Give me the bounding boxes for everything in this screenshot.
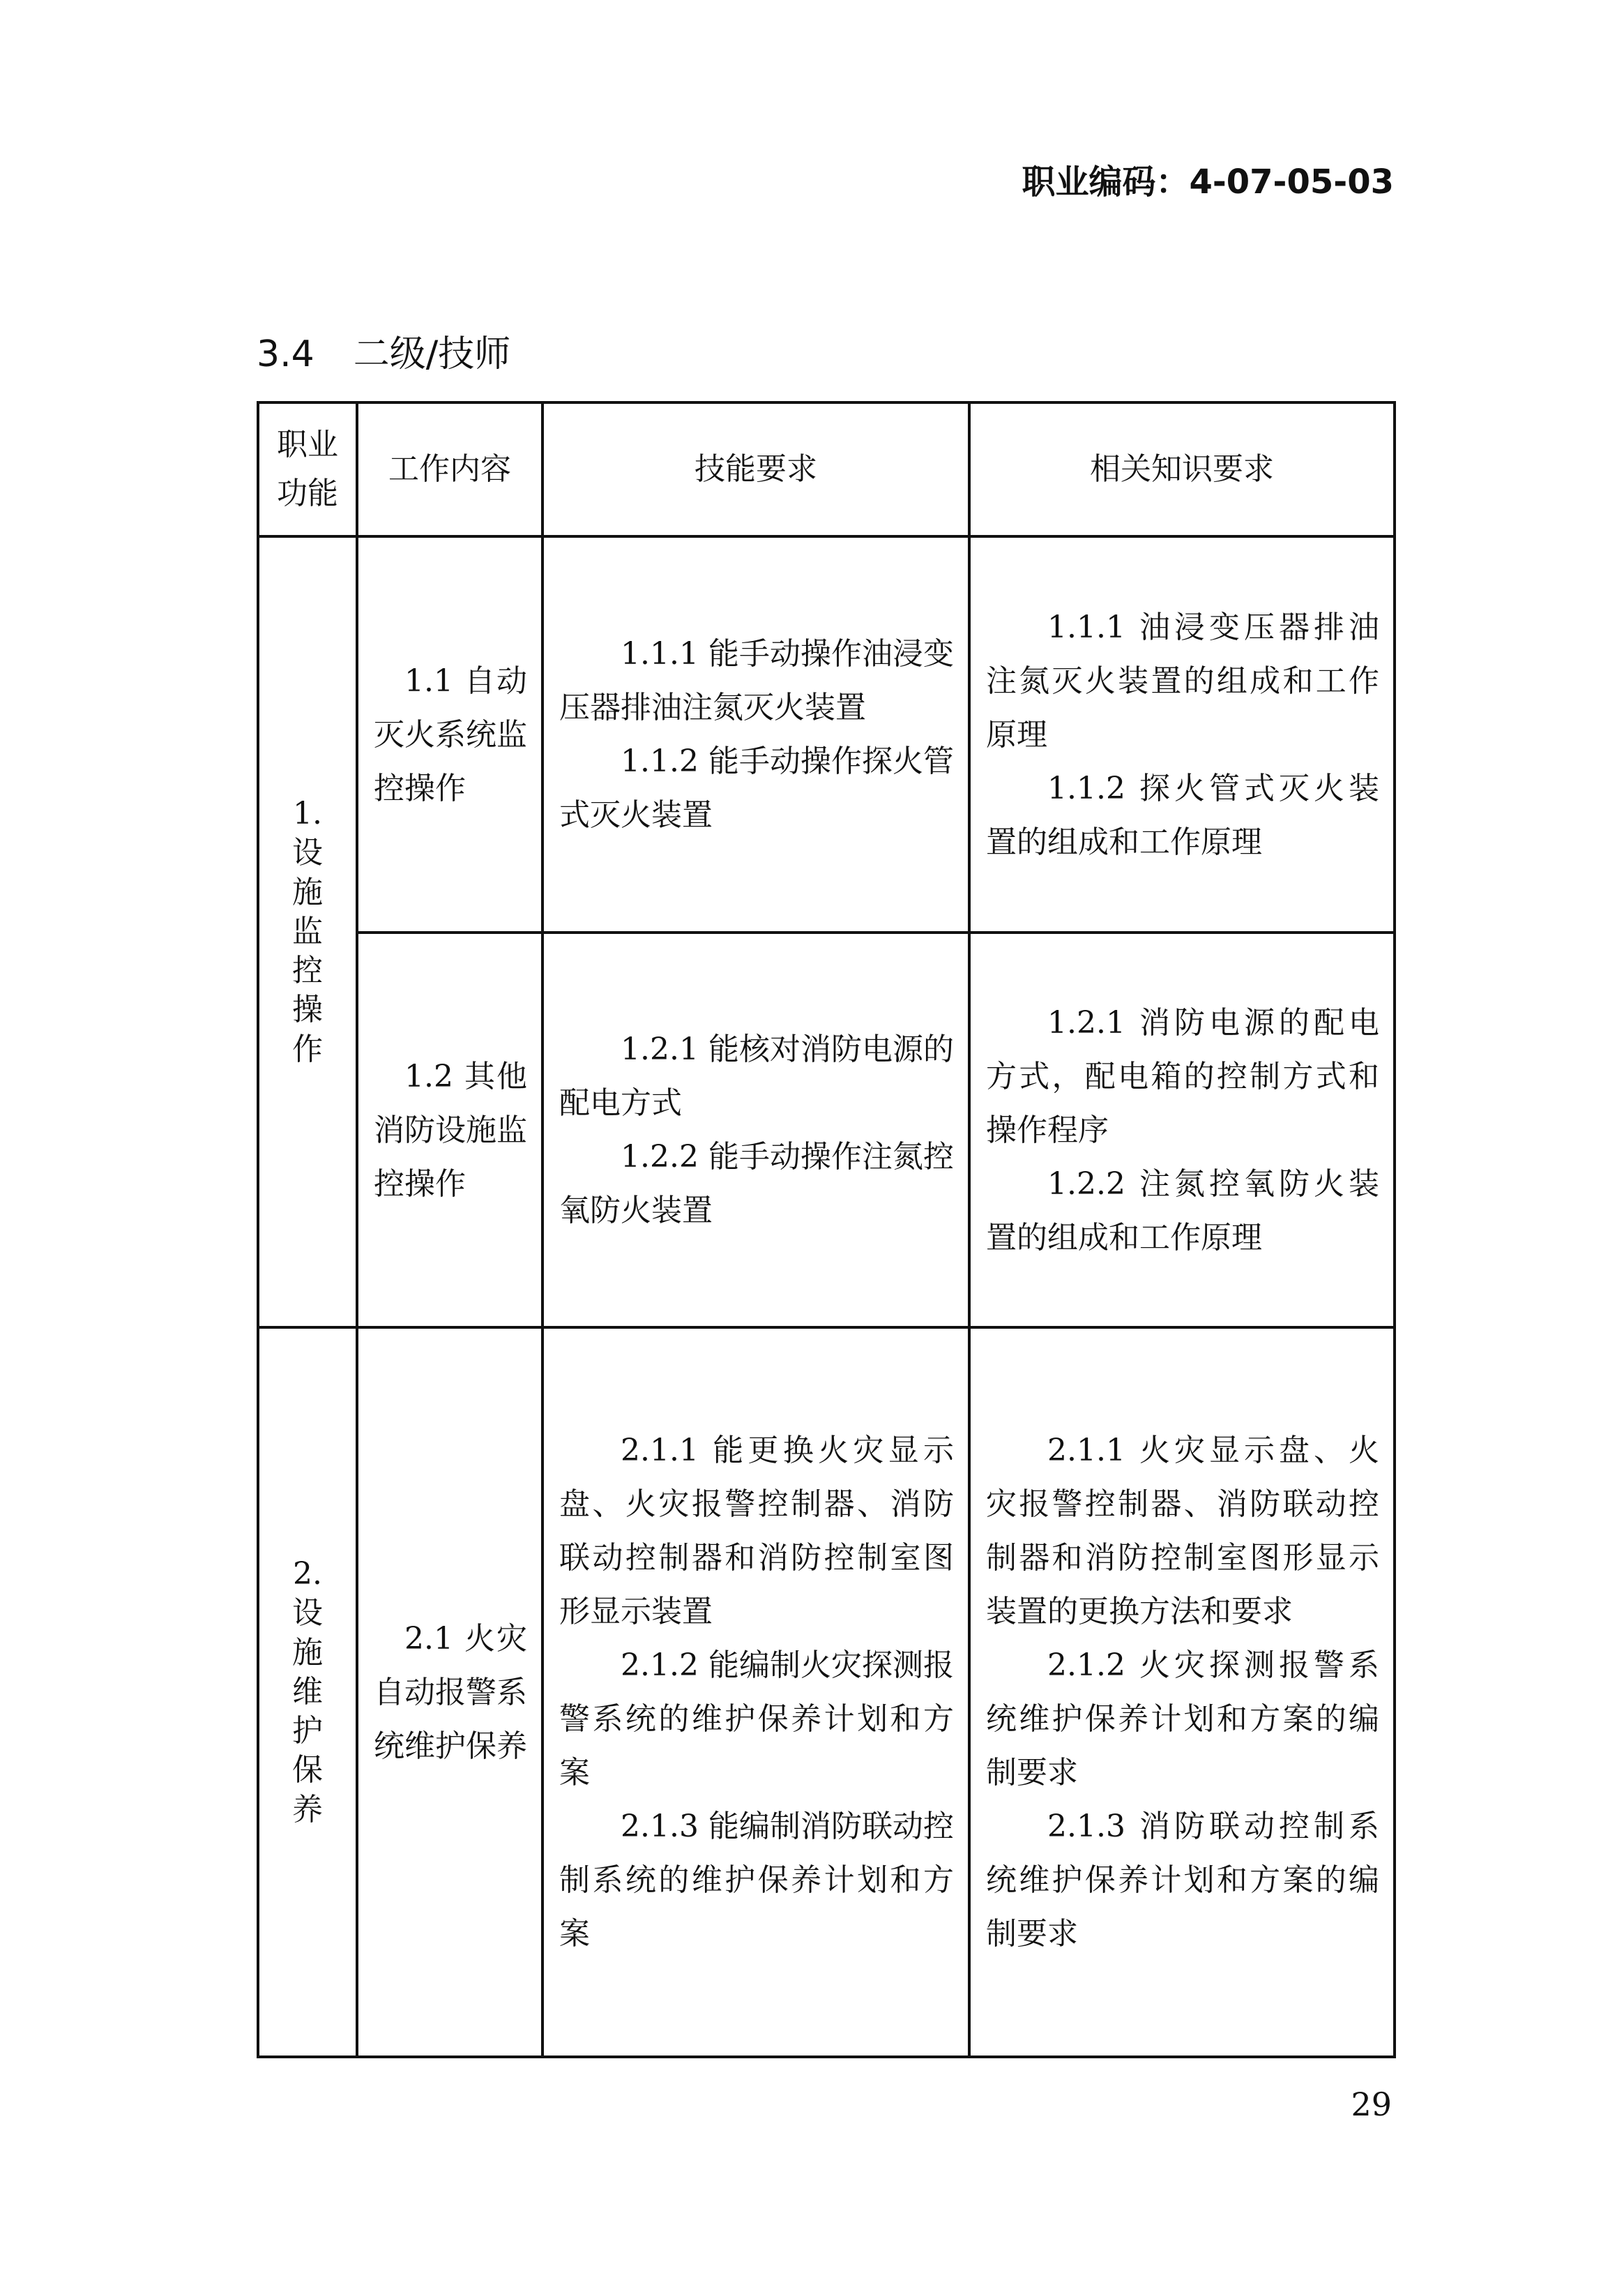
skill-cell: 2.1.1 能更换火灾显示盘、火灾报警控制器、消防联动控制器和消防控制室图形显示装置 2.1.2 能编制火灾探测报警系统的维护保养计划和方案 2.1.3 能编制消防联动控制系统的维护保养计划和方案 (542, 1327, 969, 2057)
work-content-cell: 2.1 火灾自动报警系统维护保养 (357, 1327, 542, 2057)
work-content-cell: 1.2 其他消防设施监控操作 (357, 933, 542, 1327)
function-cell: 1.设施监控操作 (258, 536, 357, 1327)
skill-requirements-table (257, 401, 1396, 2058)
section-title: 二级/技师 (353, 333, 511, 375)
section-number: 3.4 (257, 333, 314, 375)
header-knowledge: 相关知识要求 (969, 402, 1395, 536)
table-row (258, 536, 1395, 933)
page-number: 29 (1351, 2085, 1392, 2123)
section-heading (257, 324, 510, 377)
table-header-row (258, 402, 1395, 536)
work-content-cell: 1.1 自动灭火系统监控操作 (357, 536, 542, 933)
knowledge-cell: 1.2.1 消防电源的配电方式，配电箱的控制方式和操作程序 1.2.2 注氮控氧防火装置的组成和工作原理 (969, 933, 1395, 1327)
header-work-content: 工作内容 (357, 402, 542, 536)
table-row (258, 1327, 1395, 2057)
header-function: 职业功能 (258, 402, 357, 536)
knowledge-cell: 1.1.1 油浸变压器排油注氮灭火装置的组成和工作原理 1.1.2 探火管式灭火装置的组成和工作原理 (969, 536, 1395, 933)
function-cell: 2.设施维护保养 (258, 1327, 357, 2057)
occupation-code: 职业编码：4-07-05-03 (1022, 163, 1394, 202)
header-skill: 技能要求 (542, 402, 969, 536)
skill-cell: 1.1.1 能手动操作油浸变压器排油注氮灭火装置 1.1.2 能手动操作探火管式灭火装置 (542, 536, 969, 933)
table-row (258, 933, 1395, 1327)
knowledge-cell: 2.1.1 火灾显示盘、火灾报警控制器、消防联动控制器和消防控制室图形显示装置的更换方法和要求 2.1.2 火灾探测报警系统维护保养计划和方案的编制要求 2.1.3 消防联动控制系统维护保养计划和方案的编制要求 (969, 1327, 1395, 2057)
skill-cell: 1.2.1 能核对消防电源的配电方式 1.2.2 能手动操作注氮控氧防火装置 (542, 933, 969, 1327)
